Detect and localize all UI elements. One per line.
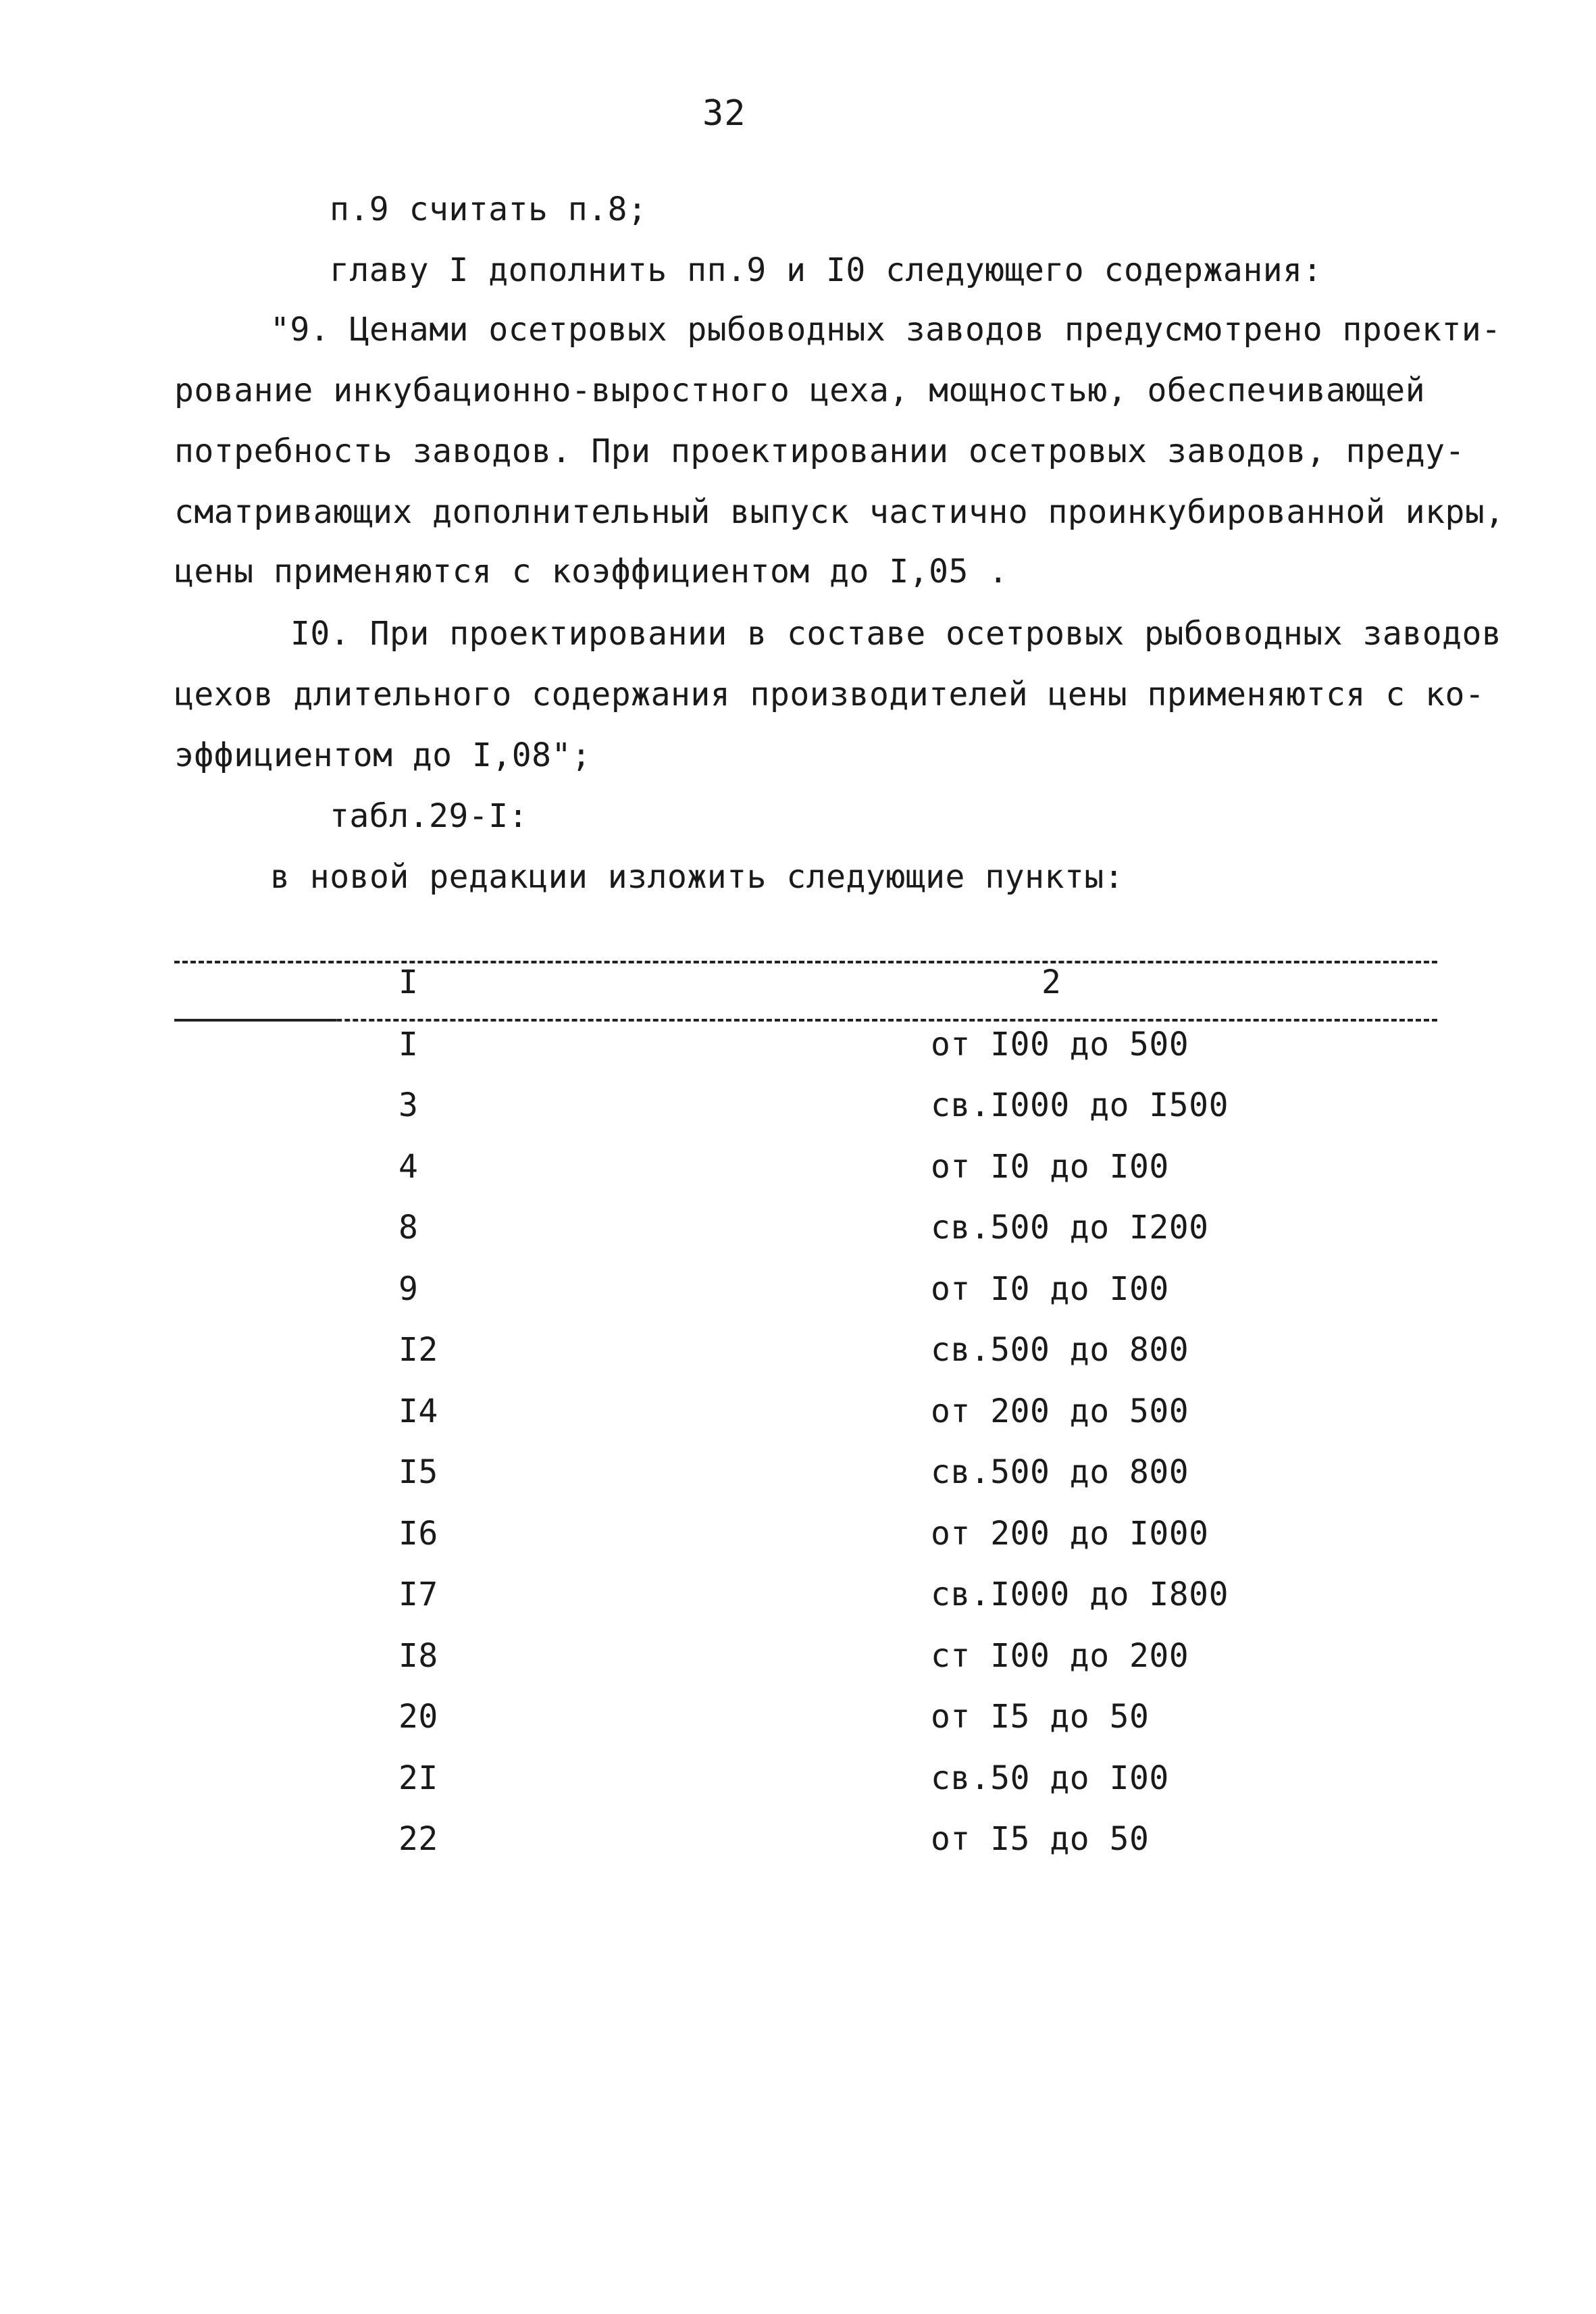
paragraph-line: потребность заводов. При проектировании осетровых заводов, преду- bbox=[174, 432, 1465, 470]
table-cell-range: св.500 до I200 bbox=[931, 1209, 1209, 1247]
table-cell-number: 8 bbox=[398, 1209, 419, 1247]
paragraph-line: цехов длительного содержания производителей цены применяются с ко- bbox=[174, 676, 1485, 713]
table-cell-number: I6 bbox=[398, 1515, 438, 1553]
table-cell-range: от I0 до I00 bbox=[931, 1270, 1169, 1308]
table-cell-number: I8 bbox=[398, 1637, 438, 1675]
paragraph-line: главу I дополнить пп.9 и I0 следующего содержания: bbox=[330, 251, 1322, 289]
table-cell-range: от 200 до I000 bbox=[931, 1515, 1209, 1553]
paragraph-line: I0. При проектировании в составе осетровых рыбоводных заводов bbox=[290, 615, 1502, 653]
table-cell-range: ст I00 до 200 bbox=[931, 1637, 1189, 1675]
table-header-col2: 2 bbox=[1041, 963, 1062, 1001]
paragraph-line: эффициентом до I,08"; bbox=[174, 736, 592, 774]
table-cell-range: св.I000 до I800 bbox=[931, 1576, 1229, 1613]
table-cell-number: I bbox=[398, 1026, 419, 1063]
table-cell-number: I4 bbox=[398, 1392, 438, 1430]
table-cell-number: 9 bbox=[398, 1270, 419, 1308]
table-top-rule bbox=[174, 961, 1437, 963]
table-cell-range: от I00 до 500 bbox=[931, 1026, 1189, 1063]
table-cell-number: 22 bbox=[398, 1820, 438, 1858]
table-cell-number: 4 bbox=[398, 1148, 419, 1186]
table-cell-number: I7 bbox=[398, 1576, 438, 1613]
table-header-col1: I bbox=[398, 963, 419, 1001]
table-header-rule bbox=[174, 1019, 1437, 1022]
table-cell-number: I5 bbox=[398, 1453, 438, 1491]
paragraph-line: табл.29-I: bbox=[330, 797, 528, 835]
table-cell-range: св.500 до 800 bbox=[931, 1331, 1189, 1369]
paragraph-line: в новой редакции изложить следующие пункты: bbox=[270, 858, 1125, 896]
table-cell-range: св.50 до I00 bbox=[931, 1759, 1169, 1797]
table-cell-range: св.500 до 800 bbox=[931, 1453, 1189, 1491]
paragraph-line: "9. Ценами осетровых рыбоводных заводов предусмотрено проекти- bbox=[270, 311, 1501, 349]
page-number: 32 bbox=[702, 93, 746, 134]
table-cell-range: от I0 до I00 bbox=[931, 1148, 1169, 1186]
paragraph-line: рование инкубационно-выростного цеха, мощностью, обеспечивающей bbox=[174, 372, 1426, 409]
table-cell-range: от 200 до 500 bbox=[931, 1392, 1189, 1430]
table-cell-number: 3 bbox=[398, 1086, 419, 1124]
table-cell-number: 20 bbox=[398, 1698, 438, 1736]
table-cell-range: от I5 до 50 bbox=[931, 1698, 1150, 1736]
table-cell-range: от I5 до 50 bbox=[931, 1820, 1150, 1858]
paragraph-line: п.9 считать п.8; bbox=[330, 191, 648, 228]
table-cell-number: 2I bbox=[398, 1759, 438, 1797]
paragraph-line: цены применяются с коэффициентом до I,05 . bbox=[174, 553, 1008, 590]
table-cell-number: I2 bbox=[398, 1331, 438, 1369]
paragraph-line: сматривающих дополнительный выпуск частично проинкубированной икры, bbox=[174, 493, 1505, 531]
table-header-rule-solid bbox=[174, 1019, 336, 1022]
table-cell-range: св.I000 до I500 bbox=[931, 1086, 1229, 1124]
